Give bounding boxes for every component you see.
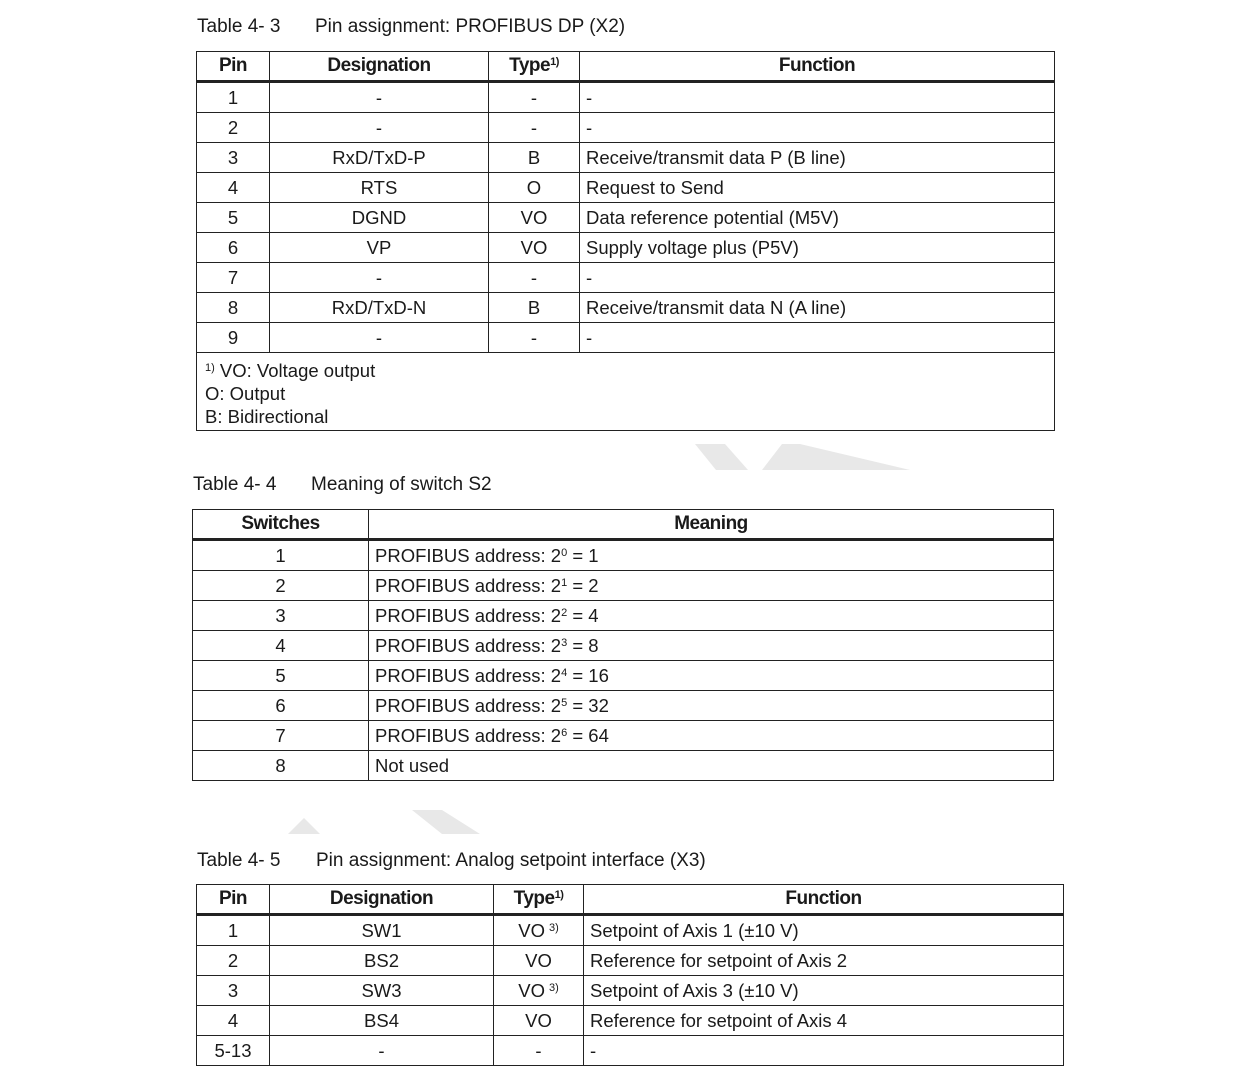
function-cell: Supply voltage plus (P5V) bbox=[580, 233, 1055, 263]
type-cell: B bbox=[489, 293, 580, 323]
pin-cell: 2 bbox=[197, 946, 270, 976]
meaning-cell: PROFIBUS address: $2^3 = 8$ bbox=[369, 631, 1054, 661]
header-designation: Designation bbox=[270, 885, 494, 915]
table-header-row bbox=[197, 885, 1064, 915]
function-cell: Data reference potential (M5V) bbox=[580, 203, 1055, 233]
type-cell: VO bbox=[489, 203, 580, 233]
pin-cell: 4 bbox=[197, 1006, 270, 1036]
table-title: Pin assignment: PROFIBUS DP (X2) bbox=[315, 16, 626, 37]
switch-cell: 5 bbox=[193, 661, 369, 691]
switch-cell: 7 bbox=[193, 721, 369, 751]
analog-setpoint-table bbox=[196, 884, 1064, 1066]
function-cell: - bbox=[580, 113, 1055, 143]
pin-cell: 4 bbox=[197, 173, 270, 203]
switch-s2-table bbox=[192, 509, 1054, 781]
function-cell: Receive/transmit data N (A line) bbox=[580, 293, 1055, 323]
table-row bbox=[197, 976, 1064, 1006]
designation-cell: SW1 bbox=[270, 915, 494, 946]
type-cell: VO bbox=[489, 233, 580, 263]
table-row bbox=[197, 946, 1064, 976]
pin-cell: 6 bbox=[197, 233, 270, 263]
table-row bbox=[197, 113, 1055, 143]
type-cell: O bbox=[489, 173, 580, 203]
switch-cell: 3 bbox=[193, 601, 369, 631]
table-row bbox=[193, 540, 1054, 571]
table-number: Table 4- 4 bbox=[193, 474, 277, 495]
table-row bbox=[197, 263, 1055, 293]
designation-cell: - bbox=[270, 263, 489, 293]
function-cell: Setpoint of Axis 3 (±10 V) bbox=[584, 976, 1064, 1006]
table-row bbox=[193, 631, 1054, 661]
switch-cell: 2 bbox=[193, 571, 369, 601]
header-designation: Designation bbox=[270, 52, 489, 82]
table-title: Pin assignment: Analog setpoint interface (X3) bbox=[316, 850, 706, 871]
designation-cell: VP bbox=[270, 233, 489, 263]
header-switches: Switches bbox=[193, 510, 369, 540]
header-type: Type$^{1)}$ bbox=[489, 52, 580, 82]
table-row bbox=[197, 82, 1055, 113]
table-footnote: $^{1)}$ VO: Voltage output O: Output B: Bidirectional bbox=[197, 353, 1055, 431]
designation-cell: BS4 bbox=[270, 1006, 494, 1036]
table-caption bbox=[197, 850, 706, 872]
designation-cell: RTS bbox=[270, 173, 489, 203]
designation-cell: - bbox=[270, 323, 489, 353]
designation-cell: DGND bbox=[270, 203, 489, 233]
pin-cell: 7 bbox=[197, 263, 270, 293]
meaning-cell: PROFIBUS address: $2^1 = 2$ bbox=[369, 571, 1054, 601]
type-cell: - bbox=[489, 82, 580, 113]
table-title: Meaning of switch S2 bbox=[311, 474, 492, 495]
pin-assignment-table bbox=[196, 51, 1055, 431]
pin-cell: 3 bbox=[197, 143, 270, 173]
type-cell: - bbox=[494, 1036, 584, 1066]
meaning-cell: PROFIBUS address: $2^2 = 4$ bbox=[369, 601, 1054, 631]
header-pin: Pin bbox=[197, 52, 270, 82]
designation-cell: - bbox=[270, 113, 489, 143]
table-header-row bbox=[197, 52, 1055, 82]
table-row bbox=[193, 751, 1054, 781]
designation-cell: BS2 bbox=[270, 946, 494, 976]
table-row bbox=[197, 1006, 1064, 1036]
table-row bbox=[193, 661, 1054, 691]
designation-cell: RxD/TxD-N bbox=[270, 293, 489, 323]
table-row bbox=[197, 233, 1055, 263]
type-cell: - bbox=[489, 323, 580, 353]
designation-cell: - bbox=[270, 1036, 494, 1066]
table-row bbox=[193, 721, 1054, 751]
header-pin: Pin bbox=[197, 885, 270, 915]
switch-cell: 8 bbox=[193, 751, 369, 781]
table-row bbox=[193, 601, 1054, 631]
meaning-cell: PROFIBUS address: $2^0 = 1$ bbox=[369, 540, 1054, 571]
table-row bbox=[197, 915, 1064, 946]
table-row bbox=[197, 323, 1055, 353]
table-header-row bbox=[193, 510, 1054, 540]
pin-cell: 1 bbox=[197, 82, 270, 113]
pin-cell: 8 bbox=[197, 293, 270, 323]
type-cell: VO bbox=[494, 1006, 584, 1036]
header-function: Function bbox=[584, 885, 1064, 915]
type-cell: VO $^{3)}$ bbox=[494, 915, 584, 946]
designation-cell: RxD/TxD-P bbox=[270, 143, 489, 173]
table-number: Table 4- 5 bbox=[197, 850, 281, 871]
function-cell: Request to Send bbox=[580, 173, 1055, 203]
type-cell: VO $^{3)}$ bbox=[494, 976, 584, 1006]
type-cell: VO bbox=[494, 946, 584, 976]
table-caption bbox=[197, 16, 626, 38]
table-row bbox=[197, 143, 1055, 173]
table-number: Table 4- 3 bbox=[197, 16, 281, 37]
table-row bbox=[197, 203, 1055, 233]
function-cell: Receive/transmit data P (B line) bbox=[580, 143, 1055, 173]
function-cell: - bbox=[580, 82, 1055, 113]
function-cell: - bbox=[580, 263, 1055, 293]
table-row bbox=[193, 571, 1054, 601]
type-cell: - bbox=[489, 263, 580, 293]
switch-cell: 4 bbox=[193, 631, 369, 661]
meaning-cell: Not used bbox=[369, 751, 1054, 781]
table-caption bbox=[193, 474, 492, 496]
header-type: Type$^{1)}$ bbox=[494, 885, 584, 915]
watermark-shape bbox=[282, 808, 492, 836]
pin-cell: 3 bbox=[197, 976, 270, 1006]
switch-cell: 1 bbox=[193, 540, 369, 571]
meaning-cell: PROFIBUS address: $2^5 = 32$ bbox=[369, 691, 1054, 721]
table-row bbox=[197, 1036, 1064, 1066]
header-meaning: Meaning bbox=[369, 510, 1054, 540]
table-row bbox=[197, 173, 1055, 203]
watermark-shape bbox=[690, 440, 920, 472]
pin-cell: 5 bbox=[197, 203, 270, 233]
meaning-cell: PROFIBUS address: $2^4 = 16$ bbox=[369, 661, 1054, 691]
switch-cell: 6 bbox=[193, 691, 369, 721]
type-cell: - bbox=[489, 113, 580, 143]
pin-cell: 1 bbox=[197, 915, 270, 946]
pin-cell: 5-13 bbox=[197, 1036, 270, 1066]
table-row bbox=[193, 691, 1054, 721]
designation-cell: - bbox=[270, 82, 489, 113]
function-cell: Setpoint of Axis 1 (±10 V) bbox=[584, 915, 1064, 946]
function-cell: - bbox=[580, 323, 1055, 353]
pin-cell: 9 bbox=[197, 323, 270, 353]
type-cell: B bbox=[489, 143, 580, 173]
table-row bbox=[197, 293, 1055, 323]
header-function: Function bbox=[580, 52, 1055, 82]
pin-cell: 2 bbox=[197, 113, 270, 143]
meaning-cell: PROFIBUS address: $2^6 = 64$ bbox=[369, 721, 1054, 751]
function-cell: Reference for setpoint of Axis 4 bbox=[584, 1006, 1064, 1036]
function-cell: - bbox=[584, 1036, 1064, 1066]
function-cell: Reference for setpoint of Axis 2 bbox=[584, 946, 1064, 976]
designation-cell: SW3 bbox=[270, 976, 494, 1006]
